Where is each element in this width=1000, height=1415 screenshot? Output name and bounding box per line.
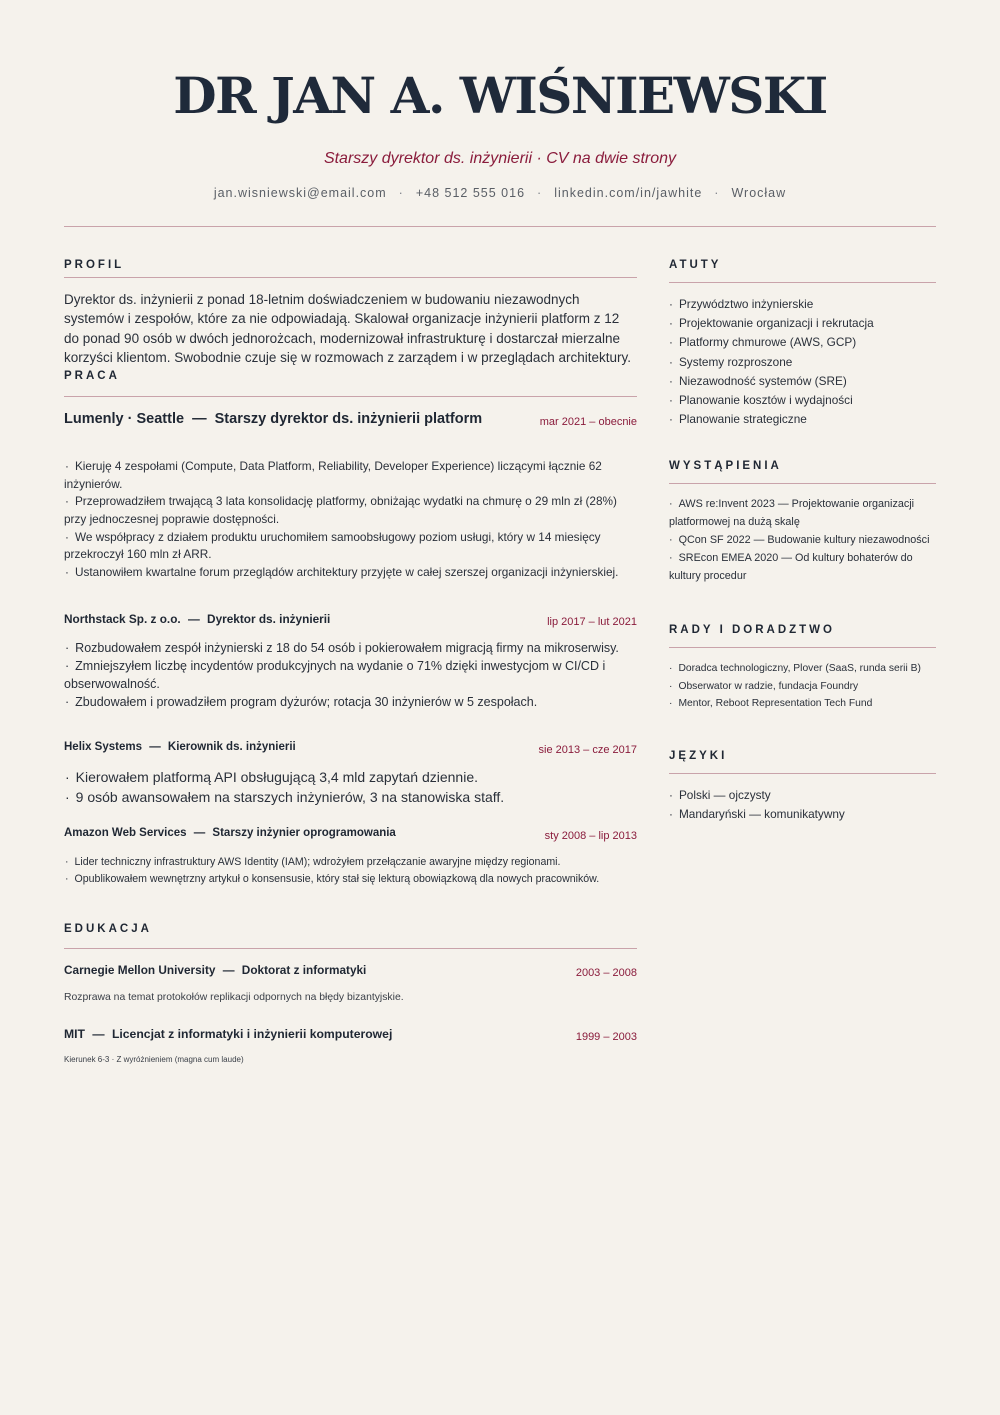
education-dash: — [222, 963, 235, 978]
board-item: · Obserwator w radzie, fundacja Foundry [669, 678, 936, 695]
education-note: Rozprawa na temat protokołów replikacji odpornych na błędy bizantyjskie. [64, 992, 404, 1004]
education-header [64, 962, 637, 978]
job-bullets [64, 854, 637, 887]
job-bullet: · We współpracy z działem produktu uruchomiłem samoobsługowy poziom usługi, który w 14 miesięcy przekroczył 160 mln zł ARR. [64, 529, 637, 564]
board-item: · Doradca technologiczny, Plover (SaaS, runda serii B) [669, 660, 936, 677]
contact-line [0, 186, 1000, 200]
section-title-languages: JĘZYKI [669, 749, 728, 762]
education-note: Kierunek 6-3 · Z wyróżnieniem (magna cum laude) [64, 1055, 244, 1065]
strength-item: · Planowanie strategiczne [669, 410, 936, 429]
job-dates: mar 2021 – obecnie [539, 416, 637, 429]
section-divider [669, 483, 936, 484]
job-bullet: · Zbudowałem i prowadziłem program dyżurów; rotacja 30 inżynierów w 5 zespołach. [64, 693, 637, 711]
job-entry [64, 739, 637, 807]
section-divider [64, 948, 637, 949]
job-bullet: · Opublikowałem wewnętrzny artykuł o konsensusie, który stał się lekturą obowiązkową dla nowych pracowników. [64, 871, 637, 888]
job-bullet: · Rozbudowałem zespół inżynierski z 18 do 54 osób i pokierowałem migracją firmy na mikroserwisy. [64, 639, 637, 657]
sidebar-column [669, 258, 936, 824]
language-item: · Polski — ojczysty [669, 786, 936, 805]
language-item: · Mandaryński — komunikatywny [669, 805, 936, 824]
education-degree: Licencjat z informatyki i inżynierii komputerowej [111, 1027, 393, 1042]
education-entry [64, 962, 637, 1005]
job-role: Starszy dyrektor ds. inżynierii platform [214, 411, 483, 428]
profile-text: Dyrektor ds. inżynierii z ponad 18-letnim doświadczeniem w budowaniu niezawodnych systemów i zespołów, które za nie odpowiadają. Skalował organizacje inżynierii platform z 12 do ponad 90 osób w dwóch jednorożcach, modernizował infrastrukturę i dostarczał mierzalne korzyści klientom. Swobodnie czuje się w rozmowach z zarządem i w przeglądach architektury. [64, 292, 631, 365]
boards-list [669, 660, 936, 712]
job-entry [64, 611, 637, 711]
talk-item: · AWS re:Invent 2023 — Projektowanie organizacji platformowej na dużą skalę [669, 496, 936, 532]
talk-item: · QCon SF 2022 — Budowanie kultury niezawodności [669, 532, 936, 550]
contact-email[interactable]: jan.wisniewski@email.com [213, 186, 387, 200]
board-item: · Mentor, Reboot Representation Tech Fund [669, 695, 936, 712]
job-company: Northstack Sp. z o.o. [64, 612, 181, 627]
section-divider [669, 773, 936, 774]
job-dash: — [149, 741, 161, 754]
strength-item: · Systemy rozproszone [669, 353, 936, 372]
job-entry [64, 825, 637, 887]
education-school: MIT [64, 1027, 85, 1042]
section-title-work: PRACA [64, 370, 120, 383]
job-bullets [64, 639, 637, 711]
main-column [64, 258, 637, 1065]
education-dates: 1999 – 2003 [575, 1031, 637, 1044]
job-company: Lumenly · Seattle [64, 411, 185, 428]
job-company: Amazon Web Services [64, 827, 187, 840]
languages-section [669, 749, 936, 824]
education-header [64, 1026, 637, 1042]
header-divider [64, 226, 936, 227]
boards-section [669, 623, 936, 712]
education-dash: — [92, 1027, 105, 1042]
strength-item: · Projektowanie organizacji i rekrutacja [669, 314, 936, 333]
talks-section [669, 459, 936, 585]
candidate-subtitle: Starszy dyrektor ds. inżynierii · CV na dwie strony [323, 150, 677, 167]
education-dates: 2003 – 2008 [575, 967, 637, 980]
job-bullet: · Ustanowiłem kwartalne forum przeglądów architektury przyjęte w całej szerszej organizacji inżynierskiej. [64, 564, 637, 582]
talk-item: · SREcon EMEA 2020 — Od kultury bohaterów do kultury procedur [669, 550, 936, 586]
languages-list [669, 786, 936, 824]
job-bullet: · 9 osób awansowałem na starszych inżynierów, 3 na stanowiska staff. [64, 788, 637, 808]
job-dates: sty 2008 – lip 2013 [544, 830, 637, 843]
strength-item: · Platformy chmurowe (AWS, GCP) [669, 333, 936, 352]
job-header [64, 739, 637, 755]
education-entry [64, 1026, 637, 1065]
section-title-talks: WYSTĄPIENIA [669, 460, 782, 473]
job-bullet: · Przeprowadziłem trwającą 3 lata konsolidację platformy, obniżając wydatki na chmurę o 29 mln zł (28%) przy jednoczesnej poprawie dostępności. [64, 493, 637, 528]
strength-item: · Planowanie kosztów i wydajności [669, 391, 936, 410]
section-divider [669, 282, 936, 283]
job-dash: — [187, 612, 200, 627]
education-school: Carnegie Mellon University [64, 963, 216, 978]
profile-section [64, 258, 637, 367]
job-role: Starszy inżynier oprogramowania [212, 827, 396, 840]
job-bullet: · Kieruję 4 zespołami (Compute, Data Platform, Reliability, Developer Experience) liczącymi łącznie 62 inżynierów. [64, 458, 637, 493]
job-dates: lip 2017 – lut 2021 [547, 616, 637, 629]
job-header [64, 611, 637, 627]
contact-phone[interactable]: +48 512 555 016 [415, 186, 526, 200]
work-section [64, 369, 637, 887]
job-bullet: · Lider techniczny infrastruktury AWS Identity (IAM); wdrożyłem przełączanie awaryjne między regionami. [64, 854, 637, 871]
strengths-section [669, 258, 936, 429]
job-role: Kierownik ds. inżynierii [167, 741, 296, 754]
contact-linkedin[interactable]: linkedin.com/in/jawhite [554, 186, 703, 200]
job-entry [64, 410, 637, 581]
strengths-list [669, 295, 936, 429]
job-header [64, 825, 637, 841]
job-role: Dyrektor ds. inżynierii [207, 612, 331, 627]
candidate-name: DR JAN A. WIŚNIEWSKI [173, 66, 827, 125]
section-divider [64, 396, 637, 397]
job-dash: — [193, 827, 206, 840]
section-title-boards: RADY I DORADZTWO [669, 624, 835, 637]
job-bullet: · Kierowałem platformą API obsługującą 3,4 mld zapytań dziennie. [64, 768, 637, 788]
job-dash: — [192, 411, 207, 428]
section-title-strengths: ATUTY [669, 259, 722, 271]
job-bullet: · Zmniejszyłem liczbę incydentów produkcyjnych na wydanie o 71% dzięki inwestycjom w CI/CD i obserwowalność. [64, 657, 637, 693]
section-divider [64, 277, 637, 278]
education-section [64, 922, 637, 1065]
job-bullets [64, 768, 637, 807]
job-header [64, 410, 637, 429]
strength-item: · Niezawodność systemów (SRE) [669, 372, 936, 391]
section-title-profile: PROFIL [64, 259, 125, 271]
strength-item: · Przywództwo inżynierskie [669, 295, 936, 314]
contact-separator: · [537, 186, 543, 200]
job-dates: sie 2013 – cze 2017 [538, 744, 637, 757]
contact-separator: · [714, 186, 720, 200]
section-title-education: EDUKACJA [64, 923, 152, 936]
contact-location: Wrocław [731, 186, 787, 200]
job-bullets [64, 458, 637, 581]
job-company: Helix Systems [64, 741, 142, 754]
contact-separator: · [398, 186, 404, 200]
talks-list [669, 496, 936, 585]
education-degree: Doktorat z informatyki [241, 963, 367, 978]
section-divider [669, 647, 936, 648]
